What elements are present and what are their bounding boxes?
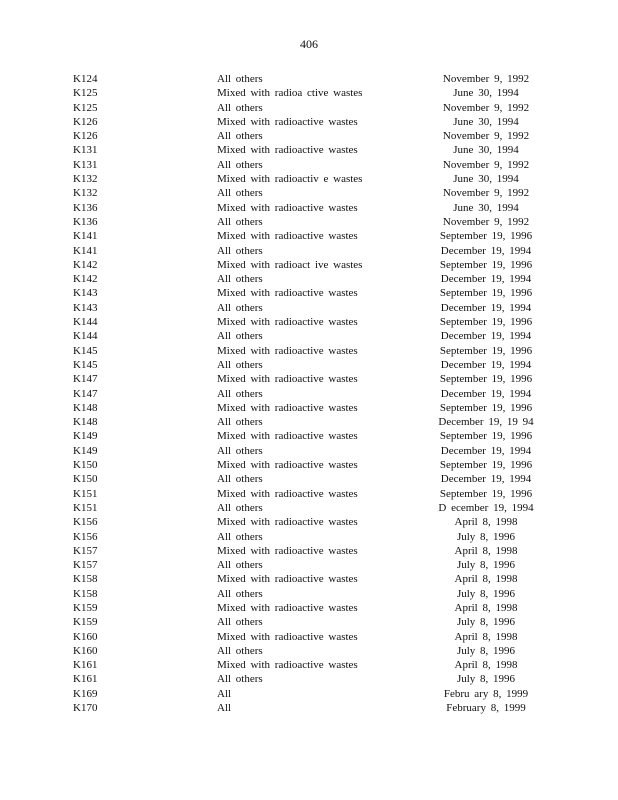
table-row <box>0 143 618 157</box>
effective-date: April 8, 1998 <box>454 601 518 614</box>
waste-description: Mixed with radioactive wastes <box>217 201 358 214</box>
waste-description: Mixed with radioactive wastes <box>217 287 358 300</box>
table-row <box>0 258 618 272</box>
effective-date: November 9, 1992 <box>442 158 530 171</box>
table-row <box>0 572 618 586</box>
waste-description: Mixed with radioactive wastes <box>217 573 358 586</box>
table-row <box>0 530 618 544</box>
effective-date: September 19, 1996 <box>439 401 533 414</box>
waste-code: K132 <box>73 173 98 186</box>
waste-description: Mixed with radioactive wastes <box>217 459 358 472</box>
table-row <box>0 444 618 458</box>
effective-date: November 9, 1992 <box>442 187 530 200</box>
waste-description: All others <box>217 673 263 686</box>
table-row <box>0 244 618 258</box>
effective-date: April 8, 1998 <box>454 659 518 672</box>
waste-code: K148 <box>73 401 98 414</box>
waste-description: All others <box>217 530 263 543</box>
effective-date: June 30, 1994 <box>453 173 519 186</box>
waste-description: All others <box>217 330 263 343</box>
waste-code: K147 <box>73 373 98 386</box>
effective-date: Febru ary 8, 1999 <box>443 687 529 700</box>
table-row <box>0 329 618 343</box>
waste-code: K158 <box>73 573 98 586</box>
waste-description: All others <box>217 473 263 486</box>
table-row <box>0 472 618 486</box>
table-row <box>0 72 618 86</box>
table-row <box>0 701 618 715</box>
waste-description: Mixed with radioactive wastes <box>217 516 358 529</box>
waste-code: K151 <box>73 501 98 514</box>
effective-date: September 19, 1996 <box>439 344 533 357</box>
table-row <box>0 372 618 386</box>
effective-date: December 19, 1994 <box>440 330 532 343</box>
effective-date: April 8, 1998 <box>454 573 518 586</box>
effective-date: September 19, 1996 <box>439 487 533 500</box>
table-row <box>0 272 618 286</box>
waste-code: K151 <box>73 487 98 500</box>
waste-description: All others <box>217 130 263 143</box>
waste-description: All others <box>217 215 263 228</box>
table-row <box>0 344 618 358</box>
table-row <box>0 687 618 701</box>
waste-description: Mixed with radioa ctive wastes <box>217 87 363 100</box>
table-row <box>0 558 618 572</box>
effective-date: June 30, 1994 <box>453 201 519 214</box>
effective-date: December 19, 1994 <box>440 301 532 314</box>
effective-date: September 19, 1996 <box>439 258 533 271</box>
page-number: 406 <box>300 37 318 51</box>
waste-description: All others <box>217 416 263 429</box>
waste-code: K136 <box>73 201 98 214</box>
table-row <box>0 658 618 672</box>
waste-code: K132 <box>73 187 98 200</box>
waste-code: K143 <box>73 287 98 300</box>
table-row <box>0 215 618 229</box>
effective-date: September 19, 1996 <box>439 230 533 243</box>
effective-date: November 9, 1992 <box>442 101 530 114</box>
waste-description: All others <box>217 501 263 514</box>
waste-description: All others <box>217 559 263 572</box>
waste-description: Mixed with radioactiv e wastes <box>217 173 363 186</box>
table-row <box>0 429 618 443</box>
effective-date: July 8, 1996 <box>456 616 516 629</box>
effective-date: April 8, 1998 <box>454 544 518 557</box>
waste-description: All others <box>217 158 263 171</box>
table-row <box>0 515 618 529</box>
waste-description: All others <box>217 73 263 85</box>
waste-code: K157 <box>73 544 98 557</box>
waste-code: K145 <box>73 358 98 371</box>
waste-code: K148 <box>73 416 98 429</box>
effective-date: September 19, 1996 <box>439 430 533 443</box>
waste-description: All others <box>217 358 263 371</box>
table-row <box>0 544 618 558</box>
effective-date: June 30, 1994 <box>453 144 519 157</box>
effective-date: July 8, 1996 <box>456 673 516 686</box>
table-row <box>0 601 618 615</box>
waste-description: All others <box>217 273 263 286</box>
effective-date: D ecember 19, 1994 <box>438 501 534 514</box>
waste-description: All <box>217 687 232 700</box>
effective-date: July 8, 1996 <box>456 559 516 572</box>
table-row <box>0 401 618 415</box>
waste-description: Mixed with radioactive wastes <box>217 544 358 557</box>
waste-code: K159 <box>73 601 98 614</box>
waste-description: All others <box>217 301 263 314</box>
table-row <box>0 186 618 200</box>
waste-code: K144 <box>73 316 98 329</box>
waste-code: K150 <box>73 473 98 486</box>
waste-description: Mixed with radioactive wastes <box>217 230 358 243</box>
waste-description: Mixed with radioactive wastes <box>217 144 358 157</box>
waste-description: All others <box>217 187 263 200</box>
effective-date: June 30, 1994 <box>453 87 519 100</box>
effective-date: September 19, 1996 <box>439 287 533 300</box>
effective-date: December 19, 1994 <box>440 273 532 286</box>
effective-date: December 19, 19 94 <box>438 416 534 429</box>
effective-date: December 19, 1994 <box>440 244 532 257</box>
waste-code: K141 <box>73 230 98 243</box>
effective-date: September 19, 1996 <box>439 373 533 386</box>
waste-code: K170 <box>73 702 98 715</box>
waste-code: K125 <box>73 87 98 100</box>
table-row <box>0 158 618 172</box>
waste-code: K161 <box>73 673 98 686</box>
waste-code: K161 <box>73 659 98 672</box>
waste-code: K126 <box>73 115 98 128</box>
effective-date: September 19, 1996 <box>439 459 533 472</box>
effective-date: September 19, 1996 <box>439 316 533 329</box>
table-row <box>0 501 618 515</box>
waste-description: Mixed with radioactive wastes <box>217 430 358 443</box>
effective-date: December 19, 1994 <box>440 444 532 457</box>
table-row <box>0 630 618 644</box>
table-row <box>0 201 618 215</box>
effective-date: December 19, 1994 <box>440 387 532 400</box>
effective-date: April 8, 1998 <box>454 516 518 529</box>
waste-code: K150 <box>73 459 98 472</box>
waste-description: All others <box>217 616 263 629</box>
waste-description: All <box>217 702 232 715</box>
waste-description: All others <box>217 101 263 114</box>
effective-date: November 9, 1992 <box>442 73 530 85</box>
waste-code: K126 <box>73 130 98 143</box>
waste-code: K147 <box>73 387 98 400</box>
waste-description: Mixed with radioactive wastes <box>217 487 358 500</box>
effective-date: February 8, 1999 <box>446 702 526 715</box>
waste-description: Mixed with radioactive wastes <box>217 659 358 672</box>
waste-code: K143 <box>73 301 98 314</box>
waste-description: Mixed with radioactive wastes <box>217 115 358 128</box>
waste-code: K145 <box>73 344 98 357</box>
table-row <box>0 615 618 629</box>
table-row <box>0 587 618 601</box>
table-row <box>0 458 618 472</box>
table-row <box>0 172 618 186</box>
waste-description: All others <box>217 444 263 457</box>
table-row <box>0 644 618 658</box>
table-row <box>0 101 618 115</box>
waste-code: K149 <box>73 444 98 457</box>
waste-code-table <box>0 72 618 715</box>
effective-date: June 30, 1994 <box>453 115 519 128</box>
waste-description: All others <box>217 387 263 400</box>
waste-description: All others <box>217 587 263 600</box>
effective-date: November 9, 1992 <box>442 215 530 228</box>
waste-description: All others <box>217 244 263 257</box>
table-row <box>0 286 618 300</box>
waste-description: All others <box>217 644 263 657</box>
waste-description: Mixed with radioactive wastes <box>217 601 358 614</box>
table-row <box>0 672 618 686</box>
waste-code: K142 <box>73 258 98 271</box>
waste-description: Mixed with radioactive wastes <box>217 373 358 386</box>
waste-code: K149 <box>73 430 98 443</box>
effective-date: November 9, 1992 <box>442 130 530 143</box>
table-row <box>0 115 618 129</box>
waste-description: Mixed with radioactive wastes <box>217 401 358 414</box>
waste-code: K125 <box>73 101 98 114</box>
waste-description: Mixed with radioactive wastes <box>217 344 358 357</box>
effective-date: December 19, 1994 <box>440 358 532 371</box>
waste-code: K142 <box>73 273 98 286</box>
waste-code: K159 <box>73 616 98 629</box>
waste-description: Mixed with radioact ive wastes <box>217 258 363 271</box>
waste-code: K158 <box>73 587 98 600</box>
waste-code: K141 <box>73 244 98 257</box>
waste-code: K160 <box>73 630 98 643</box>
table-row <box>0 86 618 100</box>
waste-description: Mixed with radioactive wastes <box>217 630 358 643</box>
effective-date: July 8, 1996 <box>456 530 516 543</box>
waste-description: Mixed with radioactive wastes <box>217 316 358 329</box>
effective-date: April 8, 1998 <box>454 630 518 643</box>
waste-code: K124 <box>73 73 98 85</box>
waste-code: K144 <box>73 330 98 343</box>
table-row <box>0 129 618 143</box>
table-row <box>0 315 618 329</box>
effective-date: July 8, 1996 <box>456 587 516 600</box>
waste-code: K156 <box>73 530 98 543</box>
waste-code: K131 <box>73 158 98 171</box>
table-row <box>0 387 618 401</box>
waste-code: K169 <box>73 687 98 700</box>
waste-code: K157 <box>73 559 98 572</box>
waste-code: K136 <box>73 215 98 228</box>
table-row <box>0 487 618 501</box>
effective-date: July 8, 1996 <box>456 644 516 657</box>
waste-code: K156 <box>73 516 98 529</box>
effective-date: December 19, 1994 <box>440 473 532 486</box>
table-row <box>0 301 618 315</box>
table-row <box>0 358 618 372</box>
waste-code: K160 <box>73 644 98 657</box>
waste-code: K131 <box>73 144 98 157</box>
table-row <box>0 415 618 429</box>
table-row <box>0 229 618 243</box>
